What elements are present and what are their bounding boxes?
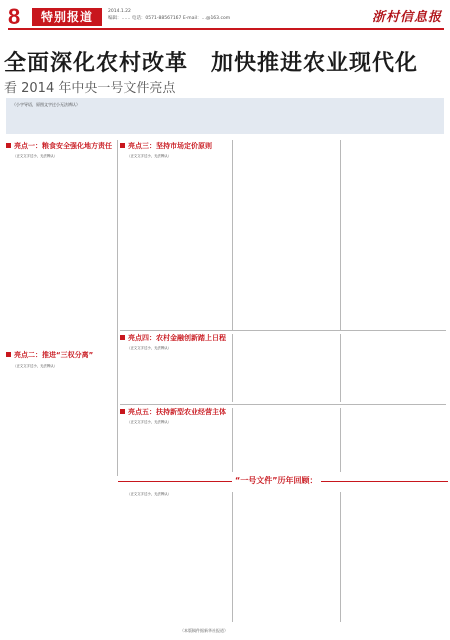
history-entry: （正文文字过小，无法辨认） (127, 492, 172, 496)
column-divider (340, 334, 341, 402)
column-divider (340, 408, 341, 472)
masthead (8, 4, 444, 30)
article-body-4 (120, 346, 230, 402)
column-divider (117, 140, 118, 476)
column-divider (340, 140, 341, 330)
article-paragraph: （正文文字过小，无法辨认） (13, 364, 58, 368)
article-paragraph: （正文文字过小，无法辨认） (127, 346, 172, 350)
row-divider (120, 404, 446, 405)
newspaper-logo: 浙村信息报 (371, 10, 442, 25)
article-body-3 (120, 154, 230, 326)
section-heading-1: 亮点一：粮食安全强化地方责任 (6, 141, 112, 151)
intro-box: （小字导语，原图文字过小无法辨认） (6, 98, 444, 134)
row-divider (120, 330, 446, 331)
article-body-2 (6, 364, 114, 622)
article-body-5 (120, 420, 230, 472)
section-heading-2: 亮点二：推进“三权分离” (6, 350, 93, 360)
column-divider (340, 492, 341, 622)
column-divider (232, 334, 233, 402)
section-label: 特别报道 (32, 8, 102, 26)
history-column (120, 492, 230, 622)
column-divider (232, 140, 233, 330)
page-number: 8 (8, 4, 21, 29)
masthead-date: 2014.1.22 (108, 9, 131, 14)
article-body-1 (6, 154, 114, 344)
section-heading-3: 亮点三：坚持市场定价原则 (120, 141, 212, 151)
masthead-meta (108, 8, 230, 22)
history-title: “一号文件”历年回顾： (232, 475, 321, 486)
section-heading-4: 亮点四：农村金融创新踏上日程 (120, 333, 226, 343)
page-headline: 全面深化农村改革 加快推进农业现代化 (4, 51, 419, 76)
page-subheadline: 看 2014 年中央一号文件亮点 (4, 81, 176, 96)
page-footer: （本版稿件据新华社报道） (180, 628, 228, 633)
history-heading (118, 475, 448, 487)
column-divider (232, 408, 233, 472)
column-divider (232, 492, 233, 622)
section-heading-5: 亮点五：扶持新型农业经营主体 (120, 407, 226, 417)
article-paragraph: （正文文字过小，无法辨认） (127, 154, 172, 158)
article-paragraph: （正文文字过小，无法辨认） (127, 420, 172, 424)
masthead-contact: 编辑：…… 电话：0571-88567167 E-mail：…@163.com (108, 16, 231, 21)
article-paragraph: （正文文字过小，无法辨认） (13, 154, 58, 158)
